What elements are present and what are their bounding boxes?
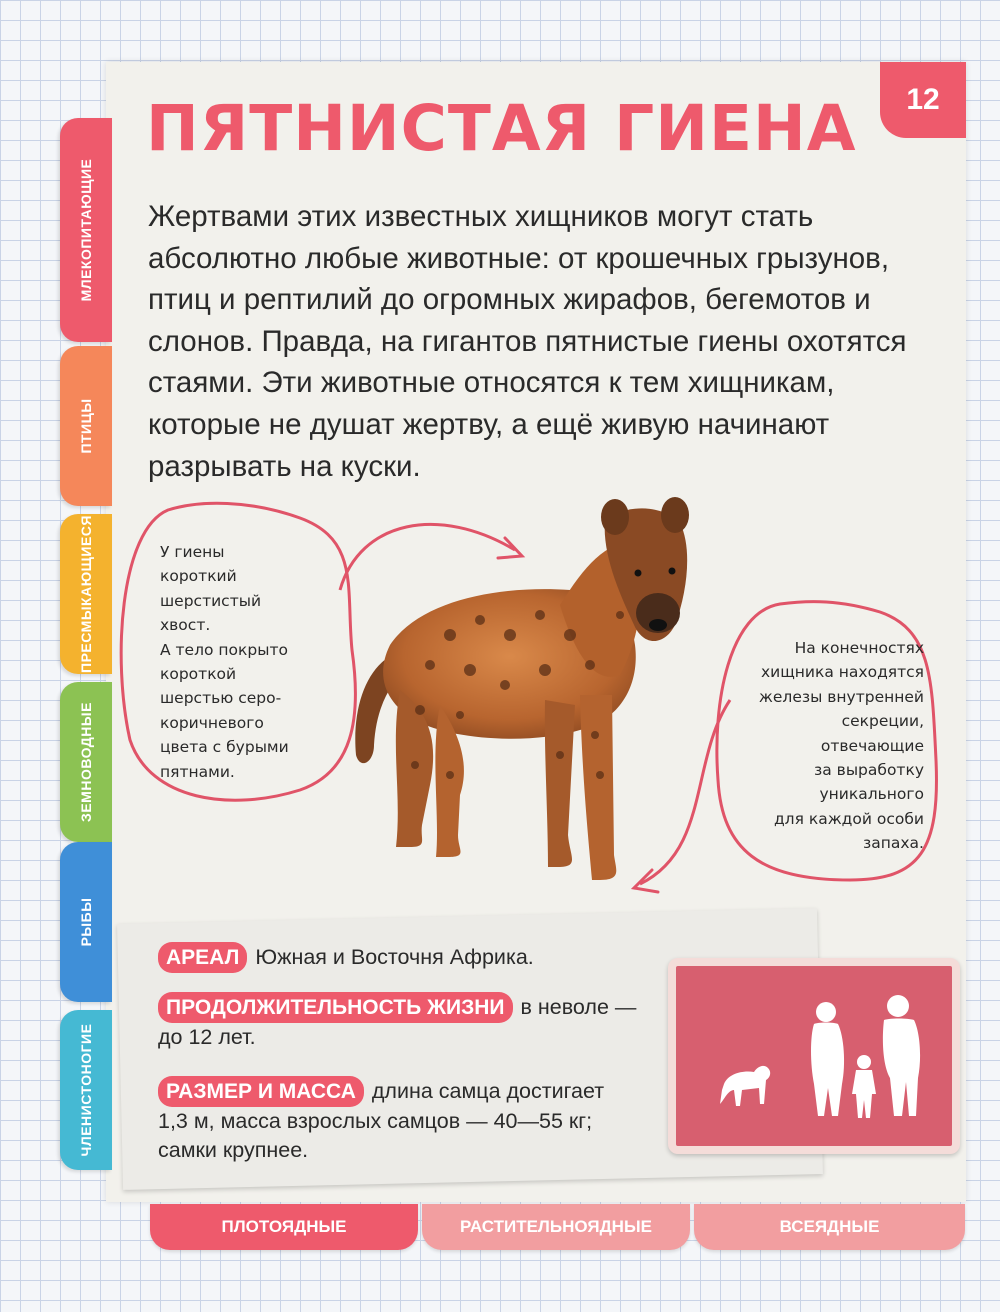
page-title: ПЯТНИСТАЯ ГИЕНА [146,92,857,165]
fact-size [158,1076,628,1165]
silhouettes [720,995,920,1118]
side-tab-fish[interactable] [60,842,112,1002]
fact-area [158,942,648,973]
side-tab-label: ЧЛЕНИСТОНОГИЕ [78,1023,94,1157]
side-tab-birds[interactable] [60,346,112,506]
size-label: РАЗМЕР И МАССА [158,1076,364,1107]
side-tab-label: ПТИЦЫ [78,398,94,454]
size-comparison-card [668,958,960,1154]
tab-carnivores[interactable]: ПЛОТОЯДНЫЕ [150,1204,418,1250]
child-silhouette-icon [852,1070,876,1118]
tab-herbivores[interactable]: РАСТИТЕЛЬНОЯДНЫЕ [422,1204,690,1250]
hyena-right-ear [661,497,689,533]
lifespan-text: в неволе — до 12 лет. [158,995,637,1049]
note-glands: На конечностях хищника находятся железы внутренней секреции, отвечающие за выработку уникального для каждой особи запаха. [758,639,924,853]
side-tab-arthropods[interactable] [60,1010,112,1170]
hyena-front-leg-2 [545,700,575,867]
tab-omnivores[interactable]: ВСЕЯДНЫЕ [694,1204,965,1250]
woman-silhouette-icon [811,1023,844,1117]
hyena-left-ear [601,499,629,535]
man-silhouette-icon [883,1019,920,1117]
man-head-icon [887,995,909,1017]
hyena-illustration [330,495,760,935]
intro-paragraph: Жертвами этих известных хищников могут стать абсолютно любые животные: от крошечных грызунов, птиц и рептилий до огромных жирафов, бегемотов и слонов. Правда, на гигантов пятнистые гиены охотятся стаями. Эти животные относятся к тем хищникам, которые не душат жертву, а ещё живую начинают разрывать на куски. [148,200,907,483]
side-tab-label: ПРЕСМЫКАЮЩИЕСЯ [78,515,94,673]
side-tab-label: РЫБЫ [78,897,94,947]
hyena-front-leg-1 [580,695,616,880]
side-tab-label: МЛЕКОПИТАЮЩИЕ [78,158,94,302]
lifespan-label: ПРОДОЛЖИТЕЛЬНОСТЬ ЖИЗНИ [158,992,513,1023]
hyena-left-eye [635,570,642,577]
hyena-right-eye [669,568,676,575]
side-tab-label: ЗЕМНОВОДНЫЕ [78,702,94,822]
page-number: 12 [880,62,966,138]
note-tail-fur: У гиены короткий шерстистый хвост. А тело покрыто короткой шерстью серо- коричневого цвета с бурыми пятнами. [160,543,289,781]
child-head-icon [857,1055,871,1069]
area-text: Южная и Восточня Африка. [255,945,534,969]
side-tab-reptiles[interactable] [60,514,112,674]
hyena-nose [649,619,667,631]
side-tab-mammals[interactable] [60,118,112,342]
area-label: АРЕАЛ [158,942,247,973]
woman-head-icon [816,1002,836,1022]
fact-lifespan [158,992,638,1052]
size-text: длина самца достигает 1,3 м, масса взрослых самцов — 40—55 кг; самки крупнее. [158,1079,605,1162]
side-tab-amphibians[interactable] [60,682,112,842]
diet-tabs [150,1204,965,1250]
hyena-silhouette-icon [720,1066,770,1106]
